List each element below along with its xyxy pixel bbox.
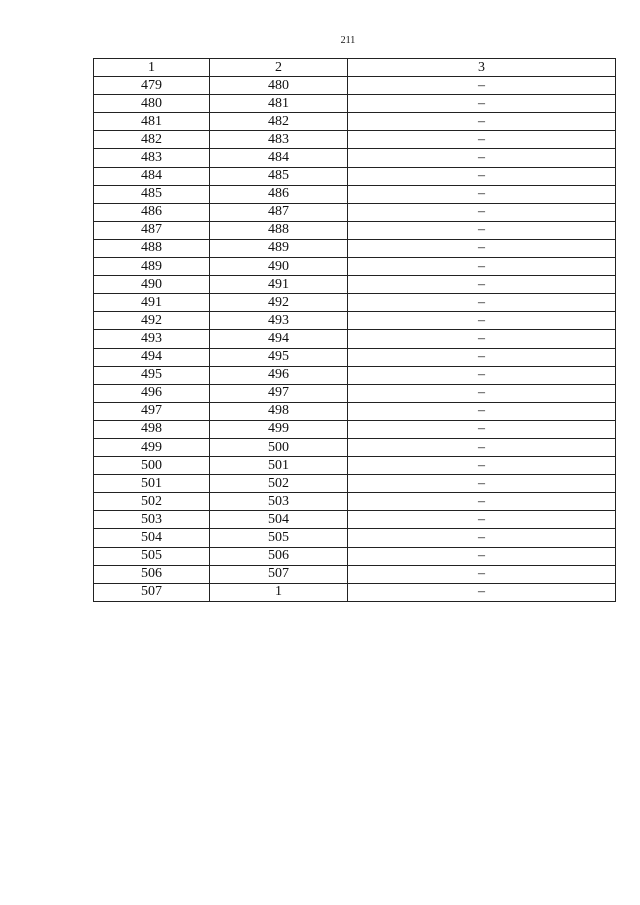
table-row	[94, 493, 616, 511]
table-cell-col1: 484	[94, 167, 210, 185]
table-cell-col2: 504	[210, 511, 348, 529]
table-cell-col3: –	[348, 258, 616, 276]
table-cell-col3: –	[348, 185, 616, 203]
table-cell-col1: 491	[94, 294, 210, 312]
table-cell-col2: 481	[210, 95, 348, 113]
table-cell-col3: –	[348, 366, 616, 384]
table-cell-col1: 502	[94, 493, 210, 511]
table-cell-col3: –	[348, 131, 616, 149]
table-row	[94, 221, 616, 239]
table-cell-col3: –	[348, 493, 616, 511]
table-cell-col3: –	[348, 95, 616, 113]
table-cell-col3: –	[348, 330, 616, 348]
table-row	[94, 149, 616, 167]
table-cell-col2: 490	[210, 258, 348, 276]
table-cell-col3: –	[348, 203, 616, 221]
data-table	[93, 58, 616, 602]
table-cell-col1: 490	[94, 276, 210, 294]
table-cell-col3: –	[348, 167, 616, 185]
table-cell-col2: 482	[210, 113, 348, 131]
table-cell-col1: 494	[94, 348, 210, 366]
table-cell-col3: –	[348, 221, 616, 239]
table-body	[94, 77, 616, 602]
table-row	[94, 348, 616, 366]
table-cell-col1: 497	[94, 402, 210, 420]
table-cell-col3: –	[348, 457, 616, 475]
table-cell-col2: 495	[210, 348, 348, 366]
table-cell-col2: 497	[210, 384, 348, 402]
table-cell-col1: 487	[94, 221, 210, 239]
table-cell-col3: –	[348, 547, 616, 565]
table-cell-col2: 498	[210, 402, 348, 420]
table-row	[94, 565, 616, 583]
table-cell-col3: –	[348, 77, 616, 95]
table-cell-col1: 504	[94, 529, 210, 547]
table-cell-col2: 493	[210, 312, 348, 330]
table-cell-col1: 480	[94, 95, 210, 113]
table-cell-col2: 487	[210, 203, 348, 221]
table-cell-col3: –	[348, 384, 616, 402]
table-row	[94, 583, 616, 601]
table-row	[94, 276, 616, 294]
table-cell-col3: –	[348, 312, 616, 330]
table-cell-col2: 486	[210, 185, 348, 203]
table-row	[94, 438, 616, 456]
table-cell-col1: 495	[94, 366, 210, 384]
table-row	[94, 366, 616, 384]
table-cell-col3: –	[348, 565, 616, 583]
table-cell-col2: 503	[210, 493, 348, 511]
table-cell-col2: 480	[210, 77, 348, 95]
table-cell-col2: 507	[210, 565, 348, 583]
table-cell-col3: –	[348, 294, 616, 312]
table-cell-col1: 500	[94, 457, 210, 475]
table-cell-col1: 489	[94, 258, 210, 276]
table-cell-col3: –	[348, 438, 616, 456]
table-row	[94, 258, 616, 276]
table-cell-col1: 501	[94, 475, 210, 493]
table-cell-col3: –	[348, 239, 616, 257]
table-cell-col1: 499	[94, 438, 210, 456]
table-cell-col1: 498	[94, 420, 210, 438]
table-cell-col2: 494	[210, 330, 348, 348]
table-cell-col2: 506	[210, 547, 348, 565]
header-cell-col2: 2	[210, 59, 348, 77]
table-cell-col1: 485	[94, 185, 210, 203]
table-row	[94, 384, 616, 402]
table-cell-col1: 488	[94, 239, 210, 257]
table-cell-col2: 488	[210, 221, 348, 239]
table-cell-col3: –	[348, 276, 616, 294]
table-cell-col2: 496	[210, 366, 348, 384]
table-cell-col3: –	[348, 402, 616, 420]
table-cell-col2: 485	[210, 167, 348, 185]
table-cell-col3: –	[348, 149, 616, 167]
table-cell-col2: 500	[210, 438, 348, 456]
table-cell-col3: –	[348, 511, 616, 529]
table-cell-col2: 483	[210, 131, 348, 149]
table-cell-col2: 1	[210, 583, 348, 601]
table-row	[94, 185, 616, 203]
table-cell-col1: 506	[94, 565, 210, 583]
page-number: 211	[340, 35, 356, 46]
table-cell-col3: –	[348, 348, 616, 366]
table-row	[94, 511, 616, 529]
table-cell-col1: 482	[94, 131, 210, 149]
header-cell-col1: 1	[94, 59, 210, 77]
header-row	[94, 59, 616, 77]
table-cell-col1: 503	[94, 511, 210, 529]
table-row	[94, 312, 616, 330]
table-cell-col3: –	[348, 475, 616, 493]
table-cell-col1: 483	[94, 149, 210, 167]
table-cell-col2: 489	[210, 239, 348, 257]
table-row	[94, 330, 616, 348]
table-cell-col1: 507	[94, 583, 210, 601]
table-row	[94, 95, 616, 113]
table-cell-col3: –	[348, 529, 616, 547]
table-cell-col2: 502	[210, 475, 348, 493]
table-row	[94, 402, 616, 420]
table-row	[94, 547, 616, 565]
table-row	[94, 457, 616, 475]
table-row	[94, 294, 616, 312]
table-row	[94, 167, 616, 185]
table-row	[94, 113, 616, 131]
table-cell-col3: –	[348, 420, 616, 438]
table-row	[94, 77, 616, 95]
table-row	[94, 420, 616, 438]
table-cell-col1: 493	[94, 330, 210, 348]
table-cell-col1: 505	[94, 547, 210, 565]
table-cell-col2: 501	[210, 457, 348, 475]
header-cell-col3: 3	[348, 59, 616, 77]
table-cell-col2: 499	[210, 420, 348, 438]
table-cell-col2: 505	[210, 529, 348, 547]
table-cell-col1: 481	[94, 113, 210, 131]
table-cell-col2: 484	[210, 149, 348, 167]
table-cell-col3: –	[348, 583, 616, 601]
table-header	[94, 59, 616, 77]
table-cell-col1: 479	[94, 77, 210, 95]
table-cell-col2: 491	[210, 276, 348, 294]
table-row	[94, 203, 616, 221]
table-cell-col1: 486	[94, 203, 210, 221]
table-row	[94, 529, 616, 547]
table-cell-col1: 492	[94, 312, 210, 330]
table-cell-col3: –	[348, 113, 616, 131]
table-cell-col1: 496	[94, 384, 210, 402]
table-row	[94, 475, 616, 493]
table-cell-col2: 492	[210, 294, 348, 312]
table-row	[94, 131, 616, 149]
table-row	[94, 239, 616, 257]
